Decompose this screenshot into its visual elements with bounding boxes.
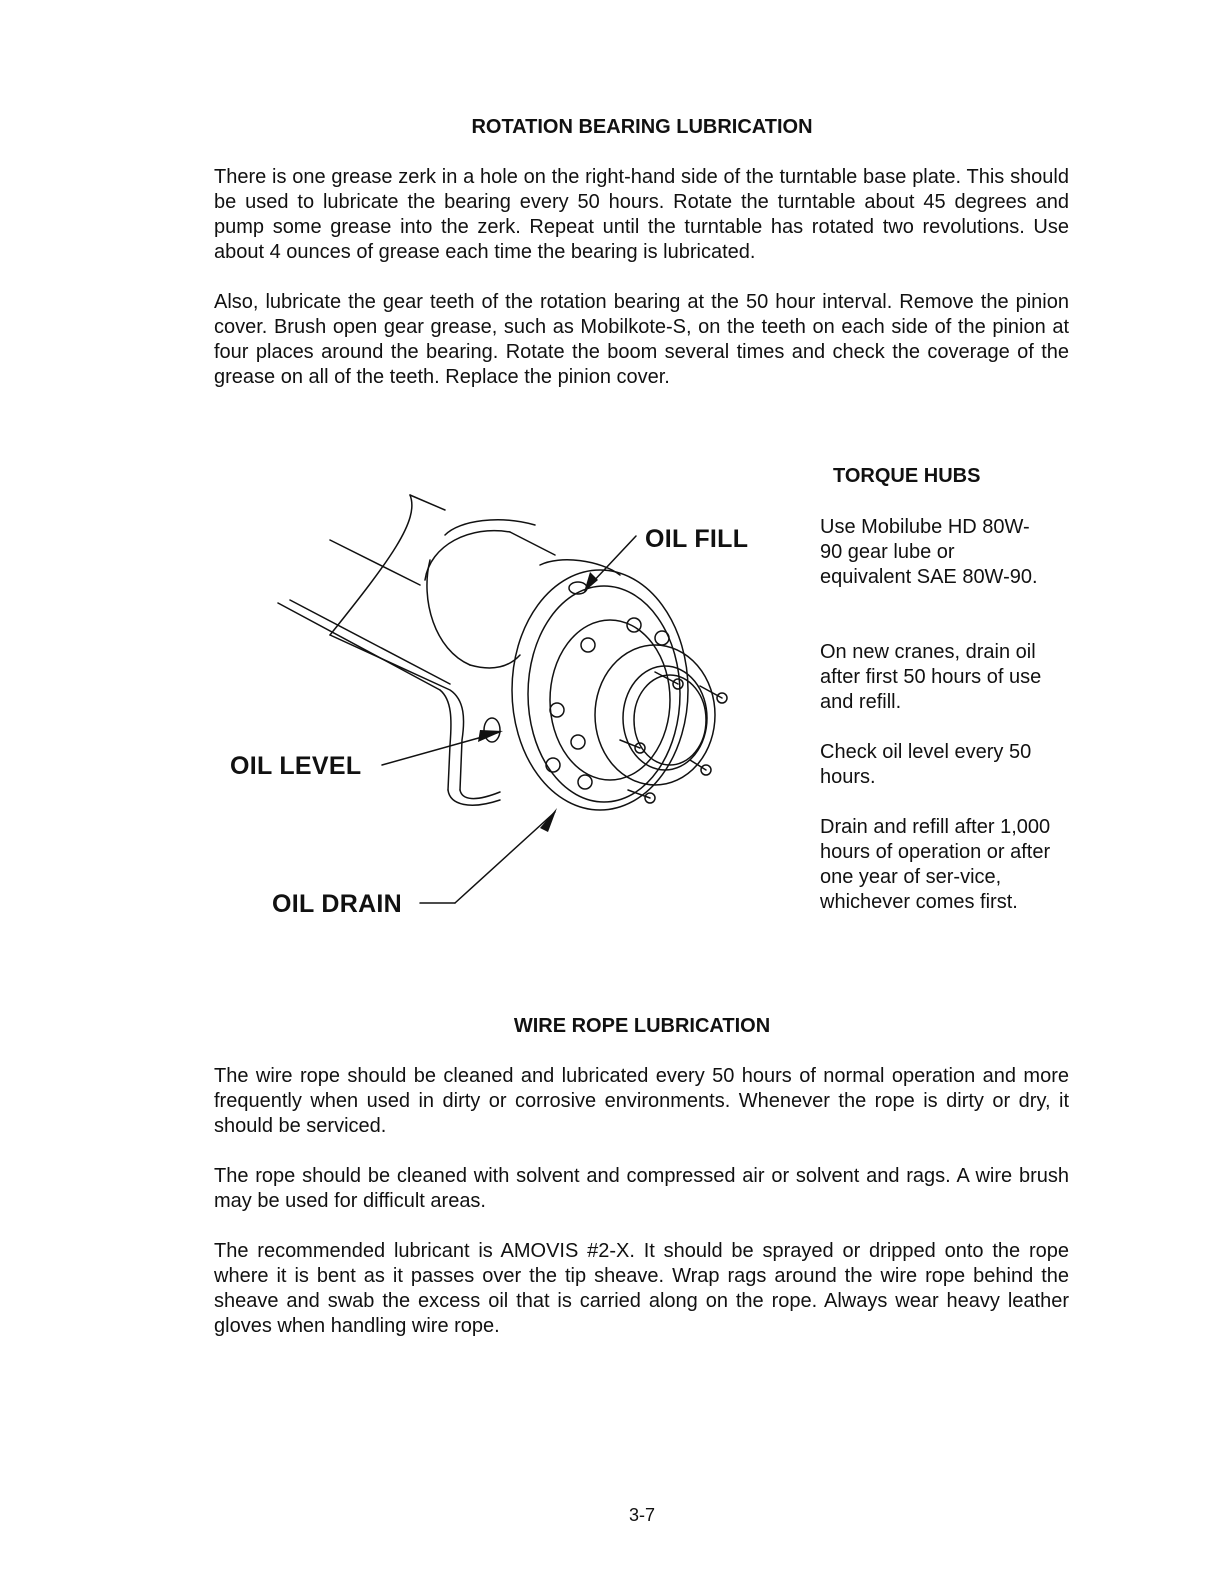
rotation-bearing-heading: ROTATION BEARING LUBRICATION [471, 116, 813, 138]
oil-level-label: OIL LEVEL [230, 752, 362, 780]
oil-drain-arrow [540, 808, 557, 832]
torque-hubs-paragraph-3: Check oil level every 50 hours. [820, 741, 1032, 788]
torque-hubs-heading: TORQUE HUBS [833, 465, 981, 487]
wire-rope-paragraph-1: The wire rope should be cleaned and lubricated every 50 hours of normal operation and more frequently when used in dirty or corrosive environments. Whenever the rope is dirty or dry, it should be serviced. [214, 1065, 1069, 1137]
rotation-paragraph-2: Also, lubricate the gear teeth of the rotation bearing at the 50 hour interval. Remove the pinion cover. Brush open gear grease, such as Mobilkote-S, on the teeth on each side of the pinion at four places around the bearing. Rotate the boom several times and check the coverage of the grease on all of the teeth. Replace the pinion cover. [214, 291, 1069, 388]
oil-fill-label: OIL FILL [645, 525, 749, 553]
rotation-paragraph-1: There is one grease zerk in a hole on the right-hand side of the turntable base plate. This should be used to lubricate the bearing every 50 hours. Rotate the turntable about 45 degrees and pump some grease into the zerk. Repeat until the turntable has rotated two revolutions. Use about 4 ounces of grease each time the bearing is lubricated. [214, 166, 1069, 263]
bolt-ring [546, 618, 670, 789]
oil-drain-label: OIL DRAIN [272, 890, 403, 918]
torque-hub-illustration [0, 0, 820, 960]
torque-hubs-paragraph-1: Use Mobilube HD 80W-90 gear lube or equivalent SAE 80W-90. [820, 516, 1038, 588]
torque-hubs-paragraph-4: Drain and refill after 1,000 hours of operation or after one year of ser-vice, whichever comes first. [820, 816, 1051, 913]
oil-fill-arrow [584, 572, 598, 592]
torque-hubs-paragraph-2: On new cranes, drain oil after first 50 hours of use and refill. [820, 641, 1042, 713]
wire-rope-paragraph-3: The recommended lubricant is AMOVIS #2-X. It should be sprayed or dripped onto the rope where it is bent as it passes over the tip sheave. Wrap rags around the wire rope behind the sheave and swab the excess oil that is carried along on the rope. Always wear heavy leather gloves when handling wire rope. [214, 1240, 1069, 1337]
page-number: 3-7 [628, 1505, 655, 1525]
oil-level-port [484, 718, 500, 742]
callout-leaders [382, 536, 636, 903]
wire-rope-paragraph-2: The rope should be cleaned with solvent and compressed air or solvent and rags. A wire brush may be used for difficult areas. [214, 1165, 1069, 1212]
wire-rope-heading: WIRE ROPE LUBRICATION [513, 1015, 771, 1037]
